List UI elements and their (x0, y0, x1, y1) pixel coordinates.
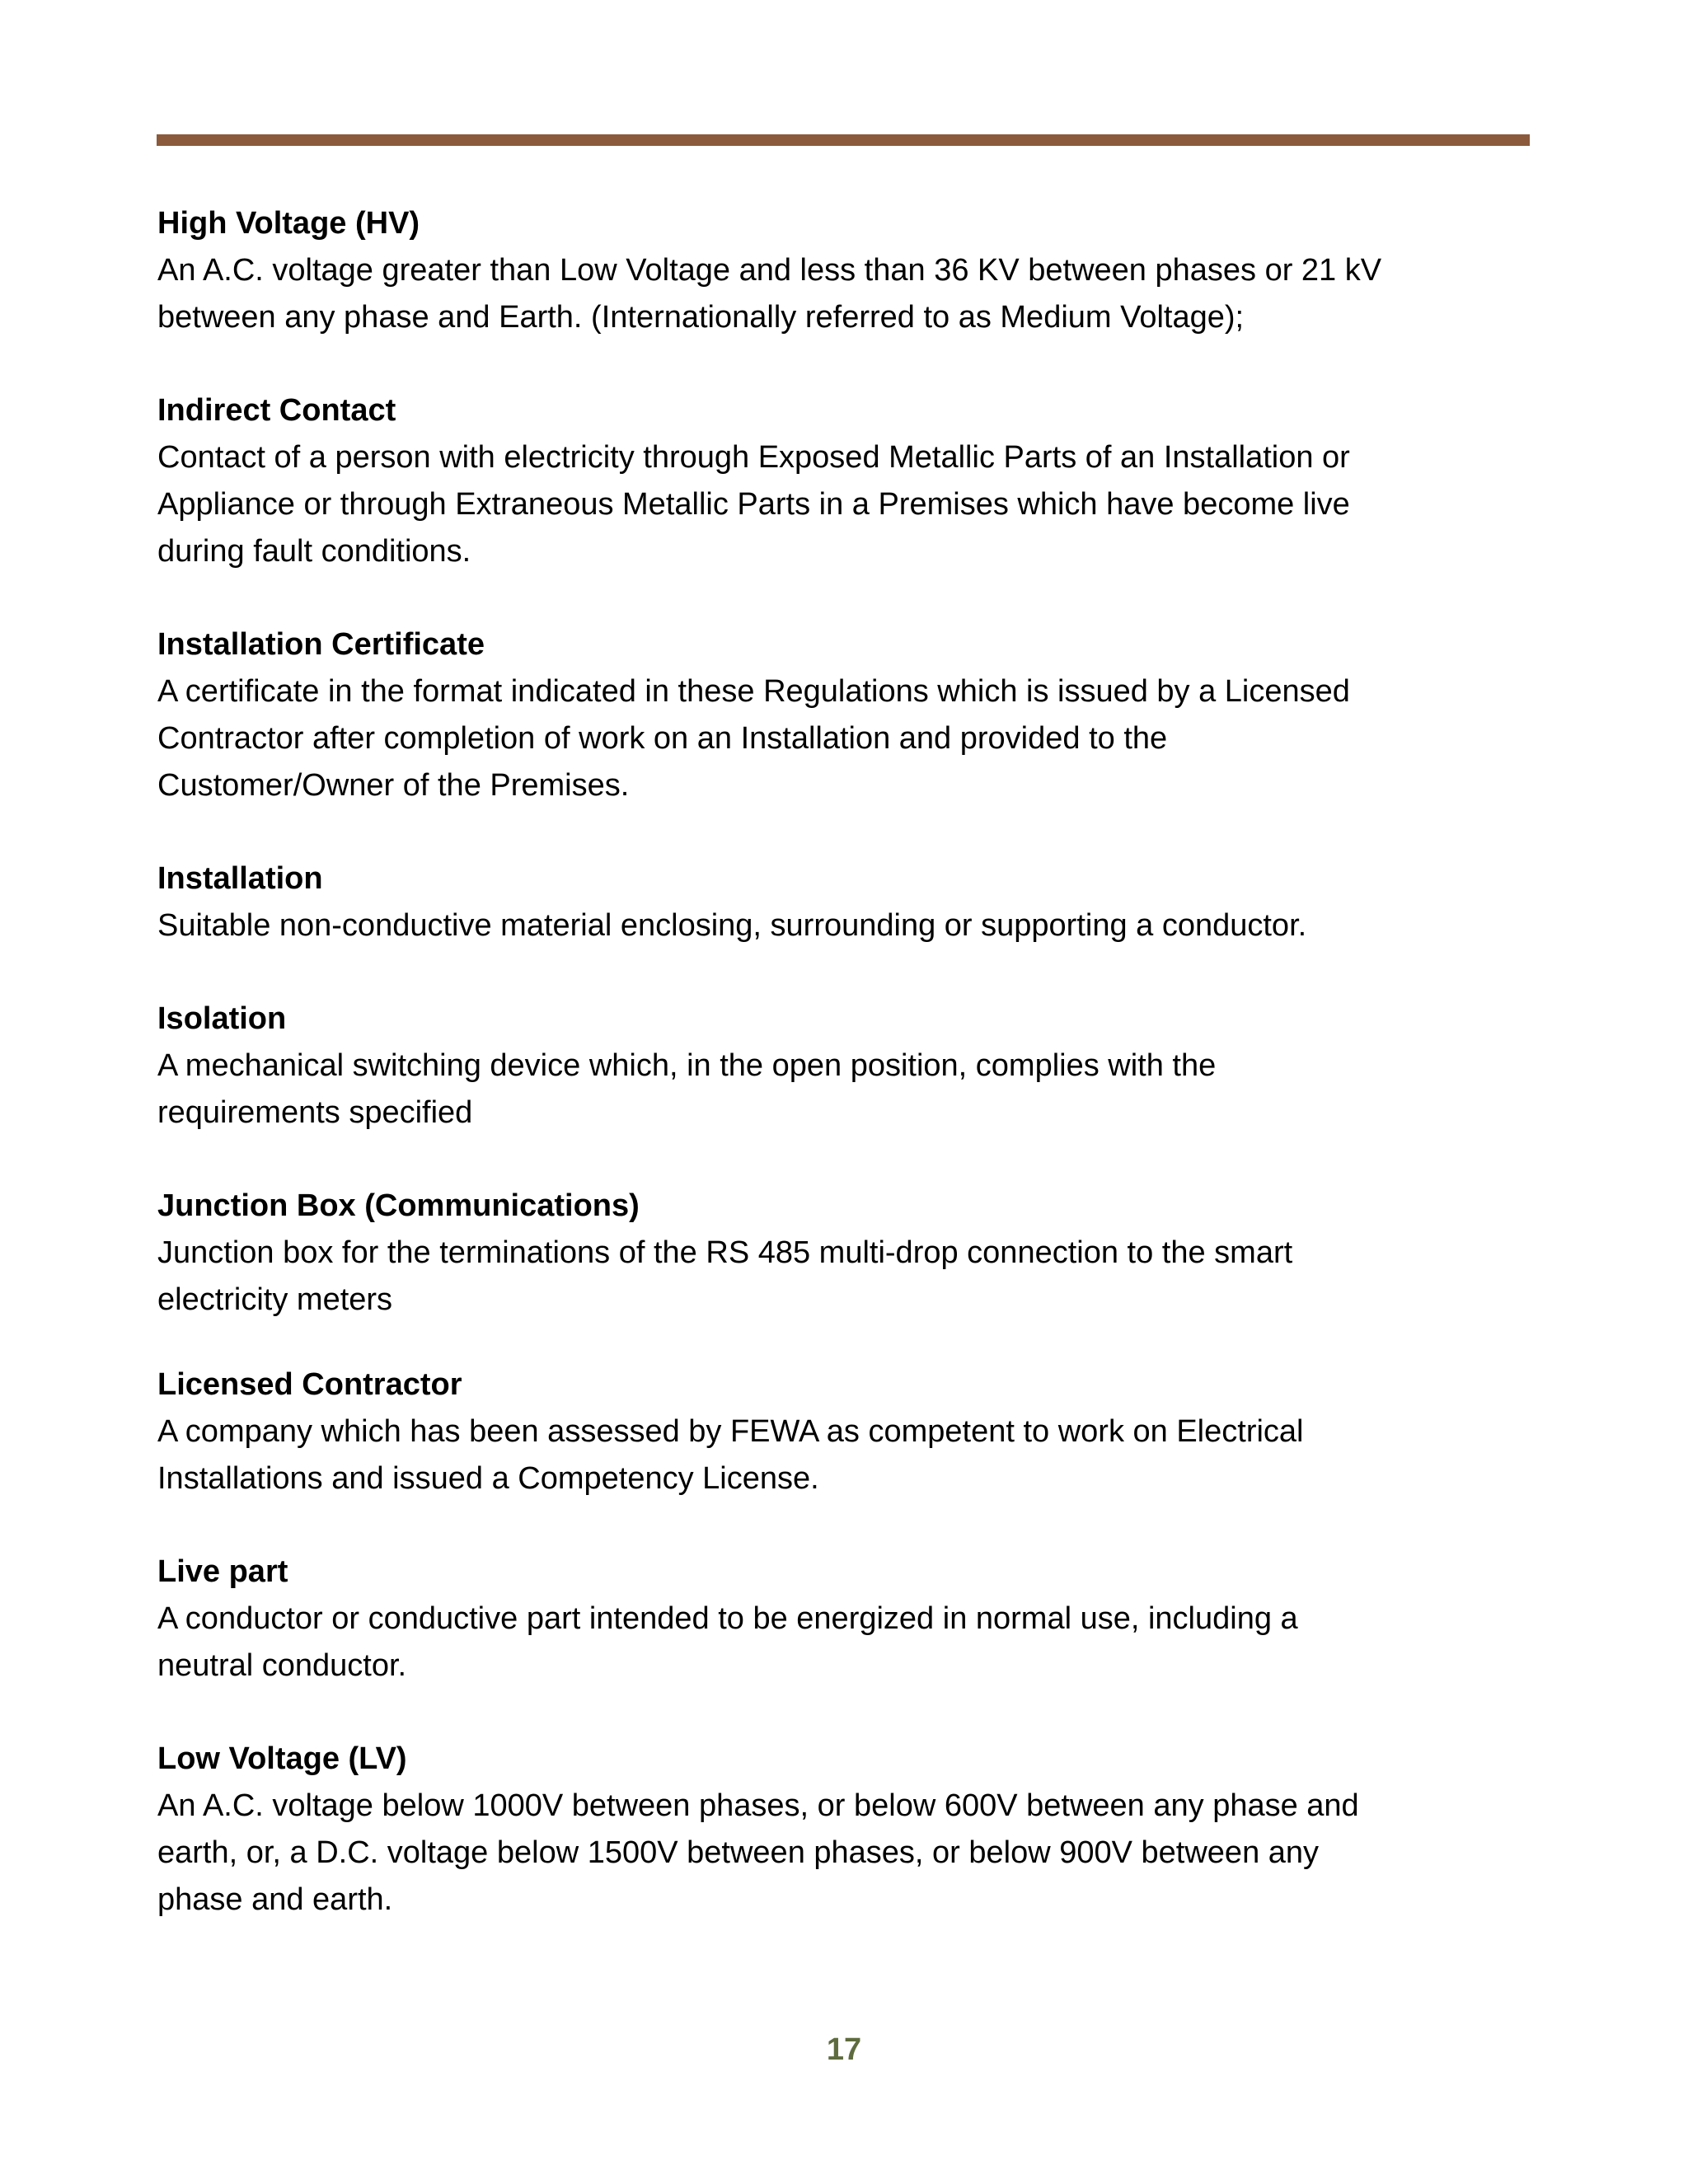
definition-line: Appliance or through Extraneous Metallic Parts in a Premises which have become live (157, 487, 1350, 522)
definition-entry-high-voltage (157, 200, 1542, 341)
term-title: Low Voltage (LV) (157, 1741, 407, 1776)
definition-entry-installation-certificate (157, 621, 1542, 809)
definition-line: A conductor or conductive part intended to be energized in normal use, including a (157, 1601, 1298, 1636)
definition-line: between any phase and Earth. (Internationally referred to as Medium Voltage); (157, 300, 1245, 335)
term-title: Indirect Contact (157, 393, 396, 428)
definition-line: Customer/Owner of the Premises. (157, 768, 630, 803)
term-title: Installation Certificate (157, 627, 485, 662)
definition-line: phase and earth. (157, 1882, 393, 1917)
definition-line: An A.C. voltage below 1000V between phases, or below 600V between any phase and (157, 1788, 1359, 1823)
definition-entry-live-part (157, 1549, 1542, 1690)
definition-line: neutral conductor. (157, 1648, 407, 1683)
definition-line: A certificate in the format indicated in these Regulations which is issued by a Licensed (157, 674, 1350, 709)
definition-line: A mechanical switching device which, in the open position, complies with the (157, 1048, 1217, 1083)
definition-line: Installations and issued a Competency License. (157, 1461, 819, 1496)
term-title: High Voltage (HV) (157, 206, 420, 241)
definition-entry-isolation (157, 996, 1542, 1137)
definition-entry-junction-box (157, 1183, 1542, 1324)
definition-line: earth, or, a D.C. voltage below 1500V between phases, or below 900V between any (157, 1835, 1320, 1870)
term-title: Isolation (157, 1001, 287, 1036)
definition-line: electricity meters (157, 1282, 393, 1317)
definition-line: A company which has been assessed by FEWA as competent to work on Electrical (157, 1414, 1304, 1449)
definition-line: An A.C. voltage greater than Low Voltage and less than 36 KV between phases or 21 kV (157, 253, 1382, 288)
page-number: 17 (826, 2032, 862, 2067)
definition-entry-licensed-contractor (157, 1361, 1542, 1502)
term-title: Licensed Contractor (157, 1367, 462, 1402)
definitions-list (157, 200, 1542, 1924)
definition-entry-indirect-contact (157, 387, 1542, 575)
definition-entry-installation (157, 855, 1542, 949)
term-title: Junction Box (Communications) (157, 1188, 640, 1223)
term-title: Live part (157, 1554, 288, 1589)
definition-entry-low-voltage (157, 1736, 1542, 1924)
definition-line: Contractor after completion of work on an Installation and provided to the (157, 721, 1168, 756)
definition-line: Suitable non-conductive material enclosing, surrounding or supporting a conductor. (157, 908, 1307, 943)
term-title: Installation (157, 861, 323, 896)
definition-line: requirements specified (157, 1095, 473, 1130)
definition-line: Contact of a person with electricity through Exposed Metallic Parts of an Installation or (157, 440, 1350, 475)
definition-line: during fault conditions. (157, 534, 471, 569)
header-rule (157, 134, 1530, 146)
definition-line: Junction box for the terminations of the RS 485 multi-drop connection to the smart (157, 1235, 1293, 1270)
